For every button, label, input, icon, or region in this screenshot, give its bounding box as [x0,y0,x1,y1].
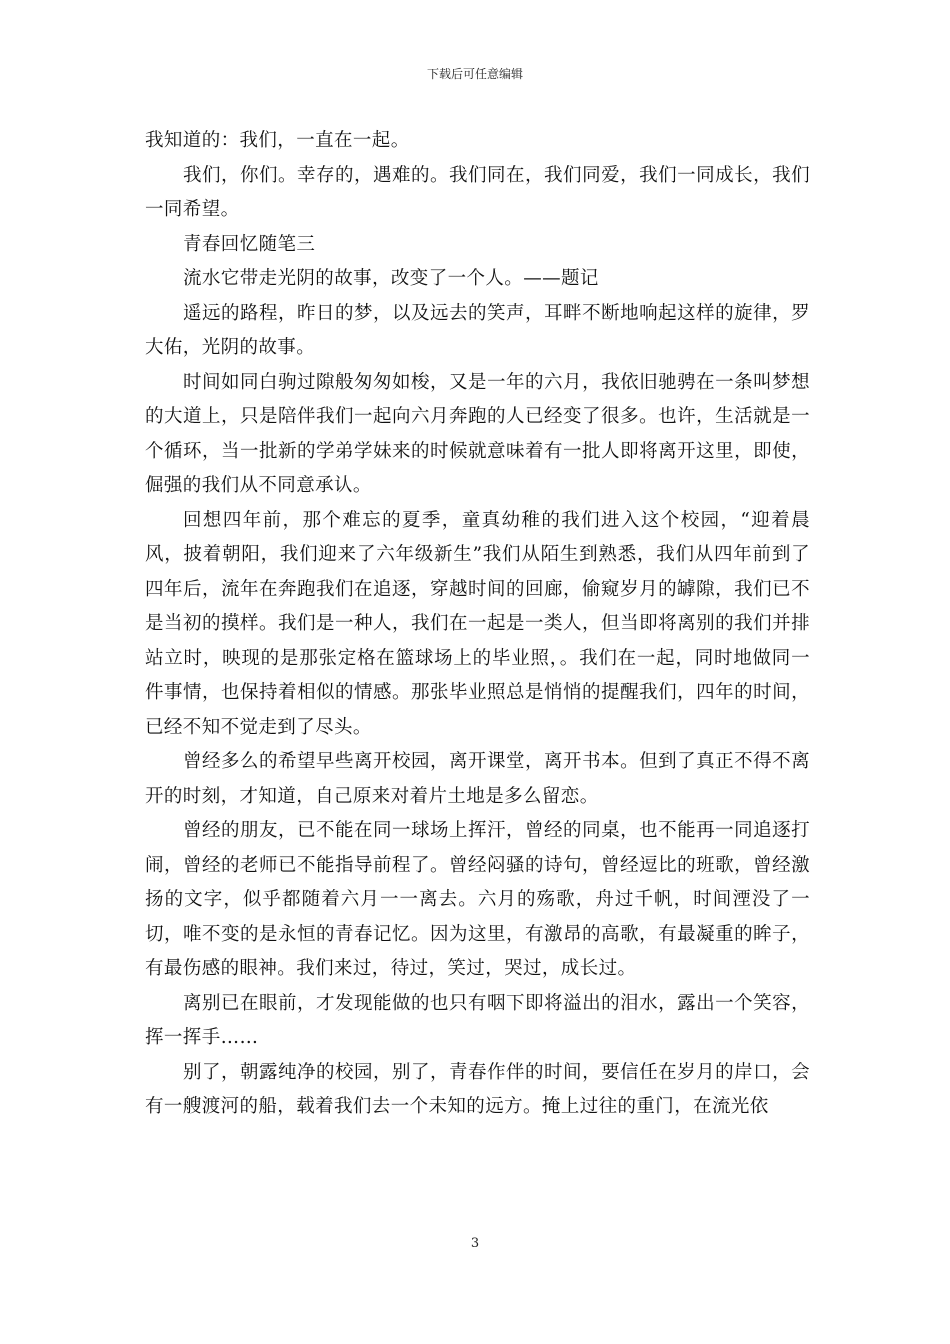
paragraph-1: 我知道的：我们，一直在一起。 [145,130,410,151]
paragraph-8: 曾经多么的希望早些离开校园，离开课堂，离开书本。但到了真正不得不离开的时刻，才知道，自己原来对着片土地是多么留恋。 [145,751,810,807]
paragraph-2: 我们，你们。幸存的，遇难的。我们同在，我们同爱，我们一同成长，我们一同希望。 [145,164,810,220]
paragraph-10: 离别已在眼前，才发现能做的也只有咽下即将溢出的泪水，露出一个笑容，挥一挥手…… [145,992,810,1048]
paragraph-5: 遥远的路程，昨日的梦，以及远去的笑声，耳畔不断地响起这样的旋律，罗大佑，光阴的故事。 [145,302,810,358]
paragraph-6: 时间如同白驹过隙般匆匆如梭，又是一年的六月，我依旧驰骋在一条叫梦想的大道上，只是陪伴我们一起向六月奔跑的人已经变了很多。也许，生活就是一个循环，当一批新的学弟学妹来的时候就意味着有一批人即将离开这里，即使，倔强的我们从不同意承认。 [145,371,810,496]
document-body [145,124,810,1125]
page-header: 下载后可任意编辑 [426,67,523,81]
paragraph-11: 别了，朝露纯净的校园，别了，青春作伴的时间，要信任在岁月的岸口，会有一艘渡河的船，载着我们去一个未知的远方。掩上过往的重门，在流光依 [145,1061,810,1117]
paragraph-7: 回想四年前，那个难忘的夏季，童真幼稚的我们进入这个校园，“迎着晨风，披着朝阳，我们迎来了六年级新生”我们从陌生到熟悉，我们从四年前到了四年后，流年在奔跑我们在追逐，穿越时间的回廊，偷窥岁月的罅隙，我们已不是当初的摸样。我们是一种人，我们在一起是一类人，但当即将离别的我们并排站立时，映现的是那张定格在篮球场上的毕业照，。我们在一起，同时地做同一件事情，也保持着相似的情感。那张毕业照总是悄悄的提醒我们，四年的时间，已经不知不觉走到了尽头。 [145,509,810,738]
paragraph-9: 曾经的朋友，已不能在同一球场上挥汗，曾经的同桌，也不能再一同追逐打闹，曾经的老师已不能指导前程了。曾经闷骚的诗句，曾经逗比的班歌，曾经激扬的文字，似乎都随着六月一一离去。六月的殇歌，舟过千帆，时间湮没了一切，唯不变的是永恒的青春记忆。因为这里，有激昂的高歌，有最凝重的眸子，有最伤感的眼神。我们来过，待过，笑过，哭过，成长过。 [145,820,810,979]
section-title: 青春回忆随笔三 [183,233,316,255]
epigraph: 流水它带走光阴的故事，改变了一个人。——题记 [183,268,599,289]
page-number: 3 [470,1236,480,1251]
